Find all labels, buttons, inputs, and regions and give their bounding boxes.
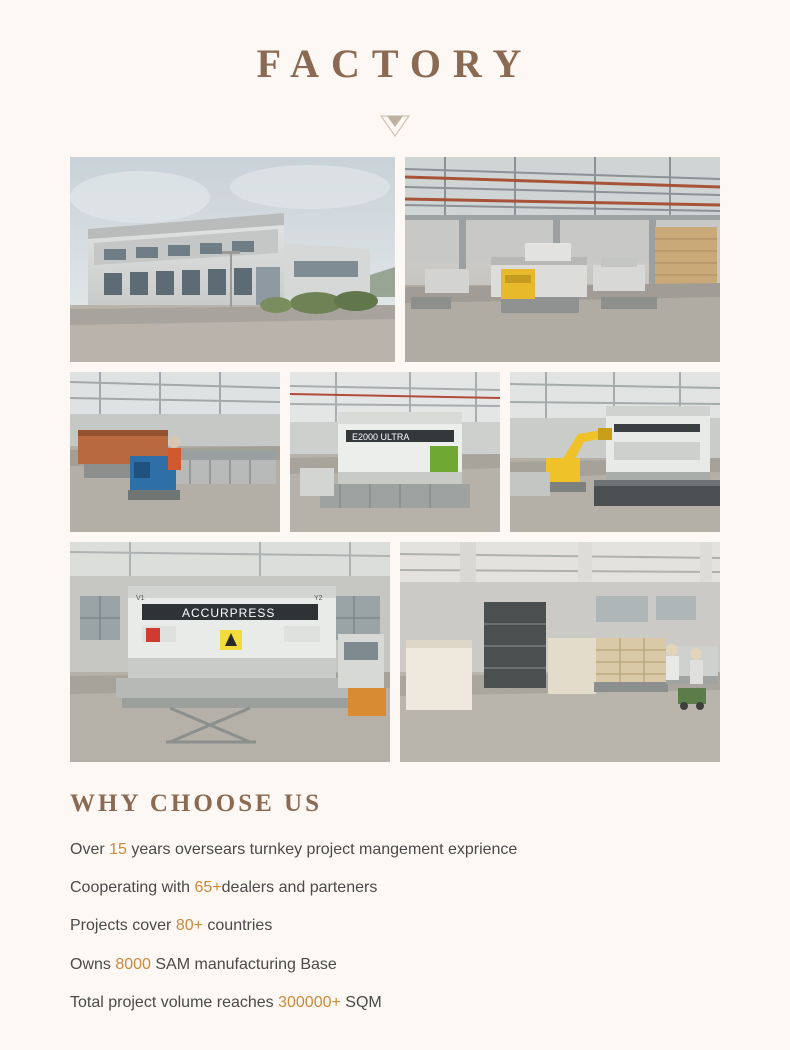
svg-text:ACCURPRESS: ACCURPRESS [182,606,276,620]
bullet-highlight: 8000 [115,955,151,973]
photo-accurpress-bending-machine [70,542,390,762]
photo-press-brake-robot-cell [510,372,720,532]
bullet-highlight: 300000+ [278,993,341,1011]
bullet-text-pre: Projects cover [70,917,176,935]
bullet-text-pre: Cooperating with [70,879,195,897]
photo-factory-workshop-wide [405,157,720,362]
bullet-text-post: dealers and parteners [221,879,378,897]
bullet-text-pre: Owns [70,955,116,973]
bullet-highlight: 65+ [194,879,222,897]
page-title: FACTORY [256,41,534,86]
list-item [70,878,790,897]
photo-factory-exterior-building [70,157,395,362]
svg-text:Y2: Y2 [314,595,323,602]
bullet-highlight: 15 [109,841,127,858]
photo-production-line-machines [70,372,280,532]
photo-warehouse-assembly-area [400,542,720,762]
why-choose-us-list [70,840,790,1012]
why-choose-us-heading: WHY CHOOSE US [70,790,323,817]
bullet-text-post: countries [202,917,273,935]
list-item [70,955,790,974]
list-item [70,916,790,935]
svg-text:V1: V1 [136,595,145,602]
list-item [70,993,790,1012]
photo-gallery [70,157,720,762]
bullet-text-post: years oversears turnkey project mangement exprience [126,841,518,858]
photo-cnc-machine-e2000-ultra [290,372,500,532]
bullet-text-post: SQM [340,993,382,1011]
bullet-text-pre: Total project volume reaches [70,993,279,1011]
triangle-ornament-icon [0,113,790,139]
gallery-row [70,372,720,532]
svg-text:E2000 ULTRA: E2000 ULTRA [352,432,410,442]
bullet-text-post: SAM manufacturing Base [150,955,337,973]
gallery-row [70,157,720,362]
gallery-row [70,542,720,762]
bullet-text-pre: Over [70,841,110,858]
bullet-highlight: 80+ [175,917,203,935]
list-item [70,840,790,859]
